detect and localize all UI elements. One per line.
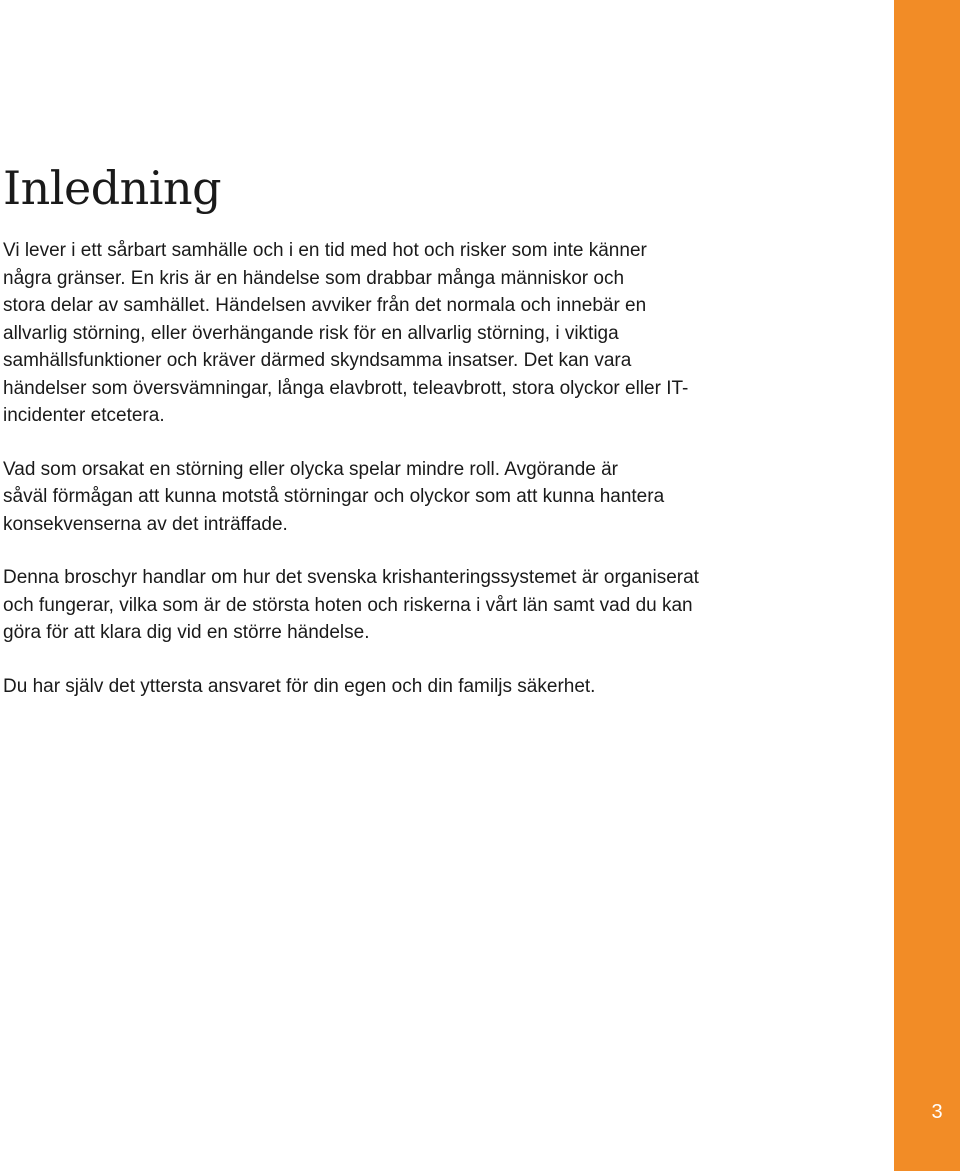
text-line: händelser som översvämningar, långa elavbrott, teleavbrott, stora olyckor eller IT- bbox=[3, 377, 689, 399]
paragraph-responsibility bbox=[3, 673, 733, 701]
text-line: stora delar av samhället. Händelsen avviker från det normala och innebär en bbox=[3, 295, 647, 316]
text-line: göra för att klara dig vid en större händelse. bbox=[3, 622, 370, 643]
text-line: Vi lever i ett sårbart samhälle och i en tid med hot och risker som inte känner bbox=[3, 240, 647, 261]
text-line: såväl förmågan att kunna motstå störningar och olyckor som att kunna hantera bbox=[3, 486, 665, 507]
page-title: Inledning bbox=[3, 161, 222, 215]
text-line: Denna broschyr handlar om hur det svenska krishanteringssystemet är organiserat bbox=[3, 567, 699, 588]
page-number: 3 bbox=[931, 1101, 943, 1123]
text-line: några gränser. En kris är en händelse som drabbar många människor och bbox=[3, 267, 625, 289]
paragraph-intro bbox=[3, 237, 733, 430]
text-line: och fungerar, vilka som är de största hoten och riskerna i vårt län samt vad du kan bbox=[3, 594, 693, 616]
text-line: incidenter etcetera. bbox=[3, 405, 165, 426]
paragraph-cause bbox=[3, 456, 733, 539]
text-line: samhällsfunktioner och kräver därmed skyndsamma insatser. Det kan vara bbox=[3, 350, 632, 371]
text-line: Vad som orsakat en störning eller olycka spelar mindre roll. Avgörande är bbox=[3, 458, 618, 480]
main-content bbox=[3, 158, 733, 700]
text-line: konsekvenserna av det inträffade. bbox=[3, 513, 288, 535]
paragraph-brochure bbox=[3, 564, 733, 647]
text-line: Du har själv det yttersta ansvaret för din egen och din familjs säkerhet. bbox=[3, 675, 596, 697]
text-line: allvarlig störning, eller överhängande risk för en allvarlig störning, i viktiga bbox=[3, 322, 619, 344]
orange-sidebar bbox=[894, 0, 960, 1171]
